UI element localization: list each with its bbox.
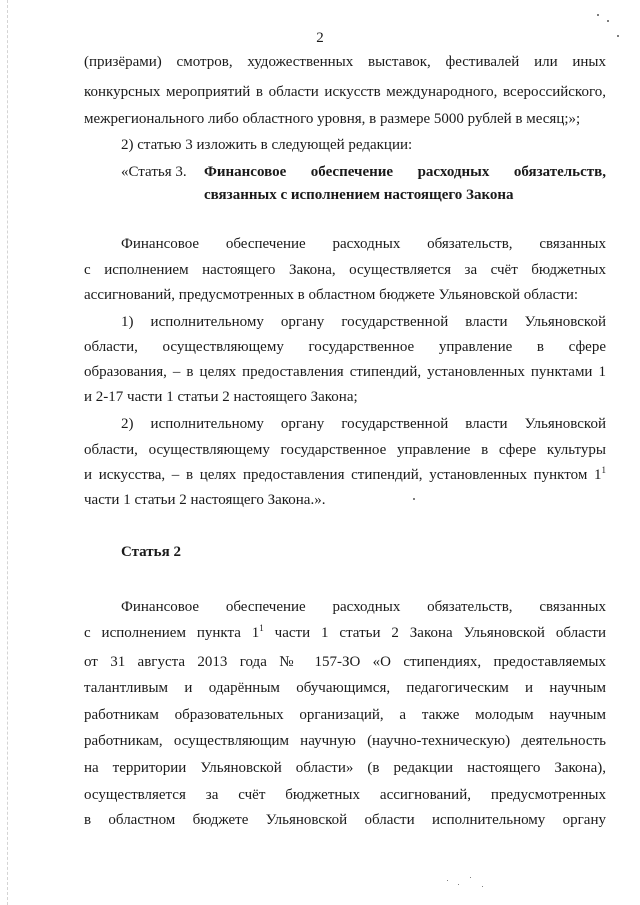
scan-speck — [597, 14, 599, 16]
scan-speck — [607, 20, 609, 22]
article-3-title: связанных с исполнением настоящего Закона — [204, 187, 514, 203]
text-line: и 2-17 части 1 статьи 2 настоящего Закона; — [84, 389, 358, 405]
list-item: 2) исполнительному органу государственной власти Ульяновской — [121, 416, 606, 432]
text-line: осуществляется за счёт бюджетных ассигнований, предусмотренных — [84, 787, 606, 803]
text-line: (призёрами) смотров, художественных выставок, фестивалей или иных — [84, 54, 606, 70]
text-line: с исполнением настоящего Закона, осуществляется за счёт бюджетных — [84, 262, 606, 278]
scan-speck — [470, 877, 471, 878]
text-line: ассигнований, предусмотренных в областном бюджете Ульяновской области: — [84, 287, 579, 303]
text-line: области, осуществляющему государственное управление в сфере культуры — [84, 442, 606, 458]
text-line: образования, – в целях предоставления стипендий, установленных пунктами 1 — [84, 364, 606, 380]
text-line: от 31 августа 2013 года № 157-ЗО «О стипендиях, предоставляемых — [84, 654, 606, 670]
text-line: работникам, осуществляющим научную (научно-техническую) деятельность — [84, 733, 606, 749]
article-3-title: Финансовое обеспечение расходных обязательств, — [204, 164, 606, 180]
text-line: области, осуществляющему государственное управление в сфере — [84, 339, 606, 355]
text-line: и искусства, – в целях предоставления стипендий, установленных пунктом $1^1$ — [84, 465, 606, 483]
text-line: на территории Ульяновской области» (в редакции настоящего Закона), — [84, 760, 606, 776]
text-line: талантливым и одарённым обучающимся, педагогическим и научным — [84, 680, 606, 696]
superscript: 1 — [259, 623, 264, 633]
scan-speck — [482, 886, 483, 887]
amendment-item: 2) статью 3 изложить в следующей редакции: — [121, 137, 413, 153]
text-line: конкурсных мероприятий в области искусств международного, всероссийского, — [84, 84, 606, 100]
scan-speck — [458, 884, 459, 885]
scan-speck — [447, 880, 448, 881]
text-line: межрегионального либо областного уровня, в размере 5000 рублей в месяц;»; — [84, 111, 581, 127]
article-2-heading: Статья 2 — [121, 544, 181, 560]
scan-speck — [413, 498, 415, 500]
text-line: Финансовое обеспечение расходных обязательств, связанных — [121, 236, 606, 252]
text-line: работникам образовательных организаций, а также молодым научным — [84, 707, 606, 723]
page-number: 2 — [316, 30, 324, 46]
list-item: 1) исполнительному органу государственной власти Ульяновской — [121, 314, 606, 330]
text-line: с исполнением пункта $1^1$ части 1 статьи 2 Закона Ульяновской области — [84, 623, 606, 641]
text-line: в областном бюджете Ульяновской области исполнительному органу — [84, 812, 606, 828]
article-3-label: «Статья 3. — [121, 164, 187, 180]
scan-margin-artifact — [7, 0, 9, 905]
scan-speck — [617, 35, 619, 37]
superscript: 1 — [601, 465, 606, 475]
text-line: Финансовое обеспечение расходных обязательств, связанных — [121, 599, 606, 615]
text-line: части 1 статьи 2 настоящего Закона.». — [84, 492, 326, 508]
